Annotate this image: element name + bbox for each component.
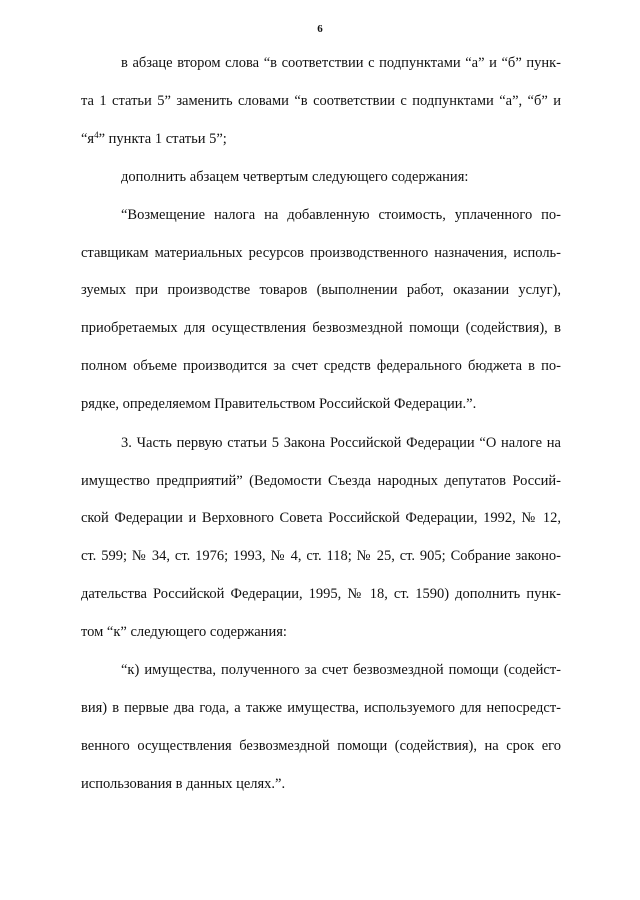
paragraph-4-line-2: имущество предприятий” (Ведомости Съезда народных депутатов Россий-	[81, 473, 561, 489]
paragraph-1-line-3-prefix: “я	[81, 131, 95, 147]
paragraph-5-line-2: вия) в первые два года, а также имущества, используемого для непосредст-	[81, 700, 561, 716]
paragraph-1-line-3	[81, 132, 227, 147]
paragraph-4-line-1: 3. Часть первую статьи 5 Закона Российской Федерации “О налоге на	[121, 435, 561, 451]
paragraph-3-line-4: приобретаемых для осуществления безвозмездной помощи (содействия), в	[81, 320, 561, 336]
paragraph-4-line-4: ст. 599; № 34, ст. 1976; 1993, № 4, ст. 118; № 25, ст. 905; Собрание законо-	[81, 548, 561, 564]
paragraph-1-line-2: та 1 статьи 5” заменить словами “в соответствии с подпунктами “а”, “б” и	[81, 93, 561, 109]
paragraph-5-line-4: использования в данных целях.”.	[81, 776, 286, 792]
paragraph-4-line-5: дательства Российской Федерации, 1995, № 18, ст. 1590) дополнить пунк-	[81, 586, 561, 602]
paragraph-4-line-6: том “к” следующего содержания:	[81, 624, 287, 640]
paragraph-3-line-3: зуемых при производстве товаров (выполнении работ, оказании услуг),	[81, 282, 561, 298]
superscript-4: 4	[94, 130, 99, 140]
paragraph-3-line-1: “Возмещение налога на добавленную стоимость, уплаченного по-	[121, 207, 561, 223]
paragraph-2-line-1: дополнить абзацем четвертым следующего содержания:	[121, 169, 469, 185]
paragraph-3-line-5: полном объеме производится за счет средств федерального бюджета в по-	[81, 358, 561, 374]
paragraph-1-line-3-suffix: ” пункта 1 статьи 5”;	[98, 131, 227, 147]
page-number: 6	[317, 23, 323, 35]
paragraph-3-line-6: рядке, определяемом Правительством Российской Федерации.”.	[81, 396, 477, 412]
paragraph-5-line-3: венного осуществления безвозмездной помощи (содействия), на срок его	[81, 738, 561, 754]
paragraph-4-line-3: ской Федерации и Верховного Совета Российской Федерации, 1992, № 12,	[81, 510, 561, 526]
paragraph-5-line-1: “к) имущества, полученного за счет безвозмездной помощи (содейст-	[121, 662, 561, 678]
paragraph-3-line-2: ставщикам материальных ресурсов производственного назначения, исполь-	[81, 245, 561, 261]
paragraph-1-line-1: в абзаце втором слова “в соответствии с подпунктами “а” и “б” пунк-	[121, 55, 561, 71]
